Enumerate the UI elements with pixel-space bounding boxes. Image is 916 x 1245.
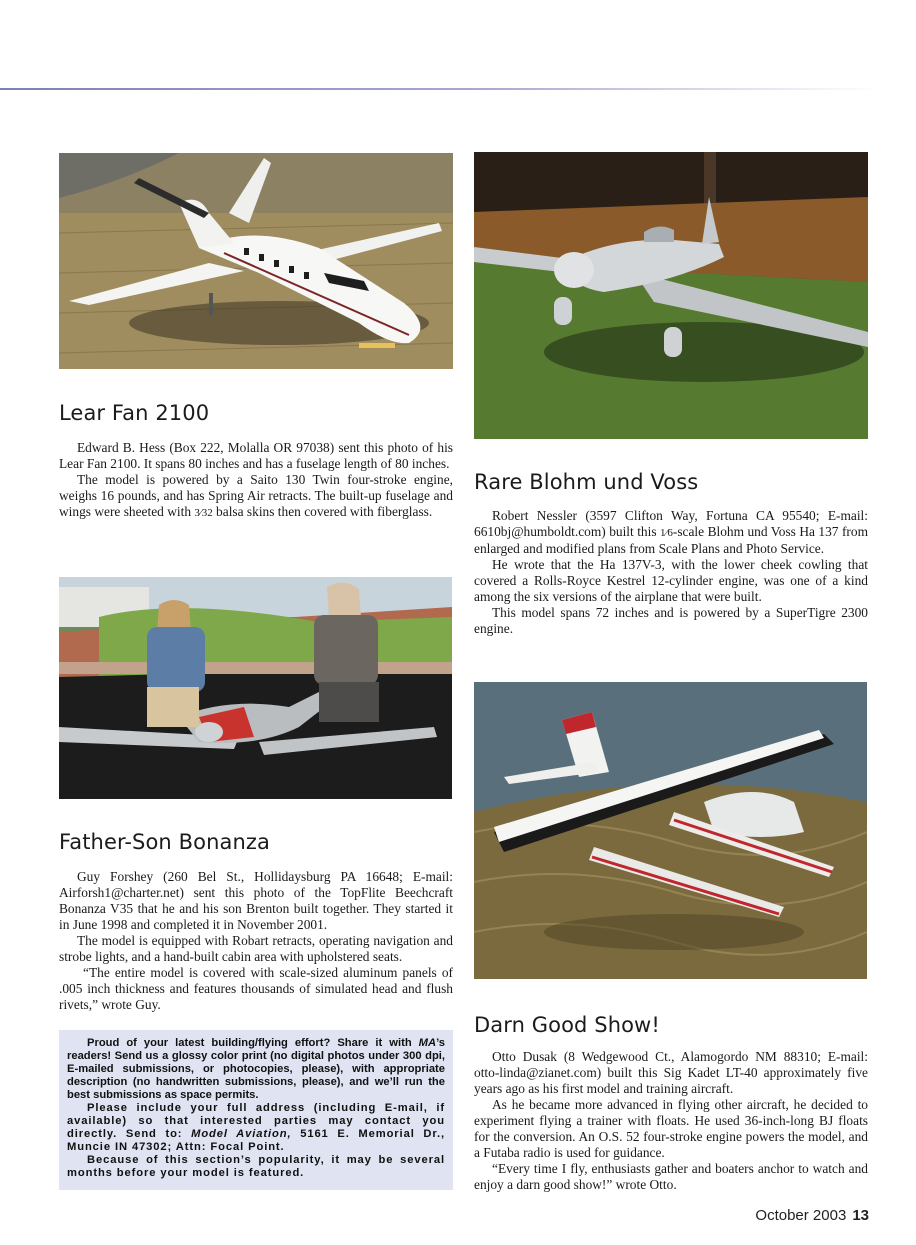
lear-fan-photo (59, 153, 453, 369)
sidebar-p2-text: Please include your full address (including E-mail, if available) so that interested parties may contact you directly. Send to: (67, 1102, 445, 1140)
sidebar-p1-text-end: ’s readers! Send us a glossy color print (no digital photos under 300 dpi, E-mailed submissions, or photocopies, please), with appropriate description (no handwritten submissions, please), and we’ll run the best submissions as space permits. (67, 1037, 445, 1101)
blohm-voss-p1-text: Robert Nessler (3597 Clifton Way, Fortuna CA 95540; E-mail: 6610bj@humboldt.com) built this (474, 508, 868, 539)
header-rule (0, 88, 880, 90)
sidebar-p3: Because of this section’s popularity, it may be several months before your model is featured. (67, 1154, 445, 1179)
blohm-voss-fraction: 1⁄6 (660, 527, 673, 539)
page-footer (755, 1207, 869, 1224)
blohm-voss-p2: He wrote that the Ha 137V-3, with the lower cheek cowling that covered a Rolls-Royce Kestrel 12-cylinder engine, was one of a kind among the six versions of the airplane that were built. (474, 557, 868, 604)
submission-sidebar (59, 1030, 453, 1190)
lear-fan-title: Lear Fan 2100 (59, 401, 210, 425)
bonanza-p2: The model is equipped with Robart retracts, operating navigation and strobe lights, and a hand-built cabin area with upholstered seats. (59, 933, 453, 964)
lear-fan-p2-text-end: balsa skins then covered with fiberglass. (212, 504, 433, 519)
bonanza-body (59, 869, 453, 1013)
bonanza-p1: Guy Forshey (260 Bel St., Hollidaysburg PA 16648; E-mail: Airforsh1@charter.net) sent this photo of the TopFlite Beechcraft Bonanza V35 that he and his son Brenton built together. They started it in June 1998 and completed it in November 2001. (59, 869, 453, 932)
sidebar-p1-text: Proud of your latest building/flying effort? Share it with (87, 1037, 419, 1049)
blohm-voss-p1 (474, 508, 868, 557)
darn-good-p1: Otto Dusak (8 Wedgewood Ct., Alamogordo NM 88310; E-mail: otto-linda@zianet.com) built this Sig Kadet LT-40 approximately five years ago as his first model and training aircraft. (474, 1049, 868, 1096)
bonanza-title: Father-Son Bonanza (59, 830, 270, 854)
blohm-voss-photo (474, 152, 868, 439)
bonanza-photo (59, 577, 452, 799)
blohm-voss-body (474, 508, 868, 637)
darn-good-p2: As he became more advanced in flying other aircraft, he decided to experiment flying a trainer with floats. He used 36-inch-long BJ floats for the conversion. An O.S. 52 four-stroke engine powers the model, and a Futaba radio is used for guidance. (474, 1097, 868, 1160)
sidebar-ma-italic: MA (418, 1037, 437, 1049)
sidebar-magazine-name: Model Aviation, (191, 1128, 292, 1140)
lear-fan-p2-text: The model is powered by a Saito 130 Twin four-stroke engine, weighs 16 pounds, and has Spring Air retracts. The built-up fuselage and wings were sheeted with (59, 472, 453, 519)
issue-date: October 2003 (755, 1207, 847, 1224)
sidebar-p2 (67, 1102, 445, 1154)
darn-good-title: Darn Good Show! (474, 1013, 660, 1037)
lear-fan-p2 (59, 472, 453, 521)
page-number: 13 (852, 1207, 869, 1224)
sidebar-p2-text-end: 5161 E. Memorial Dr., Muncie IN 47302; Attn: Focal Point. (67, 1128, 445, 1153)
lear-fan-p1: Edward B. Hess (Box 222, Molalla OR 97038) sent this photo of his Lear Fan 2100. It spans 80 inches and has a fuselage length of 80 inches. (59, 440, 453, 471)
lear-fan-fraction: 3⁄32 (194, 507, 213, 519)
sidebar-p1 (67, 1037, 445, 1102)
darn-good-p3: “Every time I fly, enthusiasts gather and boaters anchor to watch and enjoy a darn good show!” wrote Otto. (474, 1161, 868, 1192)
kadet-floats-photo (474, 682, 867, 979)
blohm-voss-title: Rare Blohm und Voss (474, 470, 699, 494)
blohm-voss-p1-text-end: -scale Blohm und Voss Ha 137 from enlarged and modified plans from Scale Plans and Photo Service. (474, 524, 868, 556)
blohm-voss-p3: This model spans 72 inches and is powered by a SuperTigre 2300 engine. (474, 605, 868, 636)
lear-fan-body (59, 440, 453, 521)
bonanza-p3: “The entire model is covered with scale-sized aluminum panels of .005 inch thickness and features thousands of simulated head and flush rivets,” wrote Guy. (59, 965, 453, 1012)
darn-good-body (474, 1049, 868, 1193)
